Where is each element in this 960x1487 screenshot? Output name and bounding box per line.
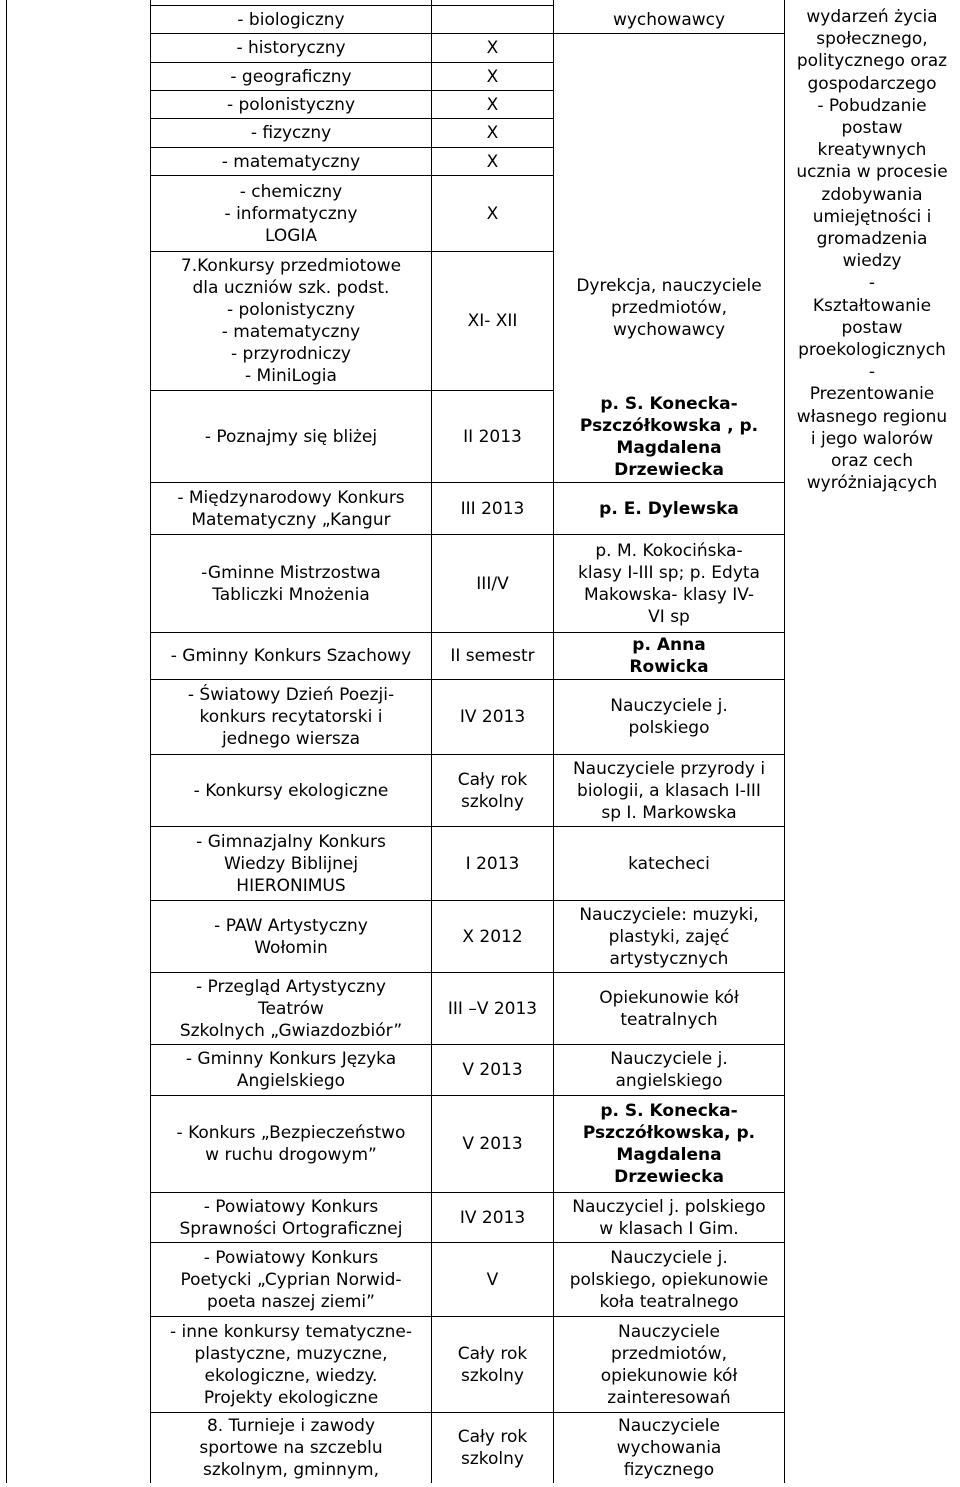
date-cell: Cały rok szkolny [457, 769, 528, 812]
responsible-cell [554, 119, 784, 147]
date-cell: X [486, 203, 499, 224]
responsible-cell [554, 34, 784, 62]
event-cell: - Konkurs „Bezpieczeństwo w ruchu drogowym” [176, 1123, 406, 1165]
event-cell: - inne konkursy tematyczne- plastyczne, muzyczne, ekologiczne, wiedzy. Projekty ekologiczne [170, 1321, 412, 1408]
event-cell: -Gminne Mistrzostwa Tabliczki Mnożenia [201, 562, 381, 605]
date-cell: III –V 2013 [447, 998, 538, 1019]
event-cell: - Gimnazjalny Konkurs Wiedzy Biblijnej HIERONIMUS [196, 831, 386, 896]
responsible-cell: p. S. Konecka- Pszczółkowska, p. Magdalena Drzewiecka [582, 1101, 756, 1187]
responsible-cell: p. Anna Rowicka [629, 635, 709, 677]
responsible-cell: Nauczyciele przyrody i biologii, a klasach I-III sp I. Markowska [572, 758, 766, 823]
event-cell: - Międzynarodowy Konkurs Matematyczny „Kangur [177, 487, 405, 530]
date-cell: X [486, 94, 499, 115]
responsible-cell: Nauczyciele wychowania fizycznego [616, 1416, 722, 1480]
responsible-cell: wychowawcy [612, 9, 726, 30]
responsible-cell [554, 63, 784, 90]
event-cell: - matematyczny [221, 151, 361, 172]
event-cell: - Poznajmy się bliżej [204, 426, 378, 447]
date-cell: X [486, 151, 499, 172]
responsible-cell: Opiekunowie kół teatralnych [599, 987, 739, 1030]
event-cell: - Gminny Konkurs Języka Angielskiego [185, 1049, 397, 1091]
date-cell: II 2013 [463, 426, 522, 447]
event-cell: - chemiczny - informatyczny LOGIA [224, 181, 358, 246]
event-cell: - PAW Artystyczny Wołomin [214, 915, 368, 958]
date-cell: V 2013 [462, 1060, 523, 1080]
responsible-cell [554, 91, 784, 118]
event-cell: - Konkursy ekologiczne [193, 780, 389, 801]
responsible-cell: Nauczyciele przedmiotów, opiekunowie kół zainteresowań [600, 1321, 738, 1408]
responsible-cell [554, 148, 784, 175]
event-cell: - Gminny Konkurs Szachowy [170, 646, 412, 666]
responsible-cell: Nauczyciele j. angielskiego [610, 1049, 728, 1091]
date-cell: II semestr [450, 646, 535, 666]
responsible-cell: Nauczyciele: muzyki, plastyki, zajęć artystycznych [579, 904, 759, 969]
responsible-cell: Nauczyciele j. polskiego [610, 696, 728, 738]
responsible-cell: Nauczyciele j. polskiego, opiekunowie koła teatralnego [569, 1247, 769, 1312]
event-cell: - Światowy Dzień Poezji- konkurs recytatorski i jednego wiersza [187, 685, 395, 749]
date-cell: X [486, 123, 499, 143]
date-cell: X 2012 [462, 926, 523, 947]
date-cell: XI- XII [467, 311, 518, 331]
responsible-cell: p. E. Dylewska [599, 498, 739, 519]
goals-text: wydarzeń życia społecznego, politycznego oraz gospodarczego - Pobudzanie postaw kreatywnych ucznia w procesie zdobywania umiejętności i gromadzenia wiedzy - Kształtowanie postaw proekologicznych - Prezentowanie własnego regionu i jego walorów oraz cech wyróżniających [796, 7, 948, 494]
date-cell: III 2013 [460, 498, 525, 519]
event-cell: 7.Konkursy przedmiotowe dla uczniów szk. podst. - polonistyczny - matematyczny - przyrodniczy - MiniLogia [180, 256, 402, 386]
date-cell: IV 2013 [459, 707, 526, 727]
table-border-left [6, 0, 7, 1483]
date-cell: III/V [476, 573, 509, 594]
date-cell [432, 6, 553, 33]
event-cell: - Przegląd Artystyczny Teatrów Szkolnych „Gwiazdozbiór” [179, 976, 403, 1041]
event-cell: - fizyczny [250, 123, 332, 143]
responsible-cell: Dyrekcja, nauczyciele przedmiotów, wychowawcy [576, 276, 762, 340]
event-cell: - polonistyczny [226, 94, 356, 115]
event-cell: - historyczny [236, 38, 346, 58]
date-cell: X [486, 38, 499, 58]
event-cell: - Powiatowy Konkurs Poetycki „Cyprian Norwid- poeta naszej ziemi” [180, 1247, 402, 1312]
date-cell: Cały rok szkolny [457, 1343, 528, 1386]
date-cell: V 2013 [462, 1134, 523, 1154]
date-cell: I 2013 [465, 853, 520, 874]
responsible-cell: Nauczyciel j. polskiego w klasach I Gim. [572, 1196, 766, 1239]
date-cell: Cały rok szkolny [457, 1427, 528, 1469]
responsible-cell: p. S. Konecka- Pszczółkowska , p. Magdalena Drzewiecka [579, 393, 759, 480]
date-cell: V [486, 1269, 499, 1290]
responsible-cell: p. M. Kokocińska- klasy I-III sp; p. Edyta Makowska- klasy IV- VI sp [578, 540, 760, 627]
responsible-cell: katecheci [628, 853, 710, 874]
event-cell: - geograficzny [230, 66, 352, 87]
event-cell: - biologiczny [237, 9, 345, 30]
date-cell: IV 2013 [459, 1207, 526, 1228]
event-cell: 8. Turnieje i zawody sportowe na szczeblu szkolnym, gminnym, [199, 1416, 383, 1480]
date-cell: X [486, 66, 499, 87]
event-cell: - Powiatowy Konkurs Sprawności Ortograficznej [179, 1196, 403, 1239]
responsible-cell [554, 176, 784, 251]
